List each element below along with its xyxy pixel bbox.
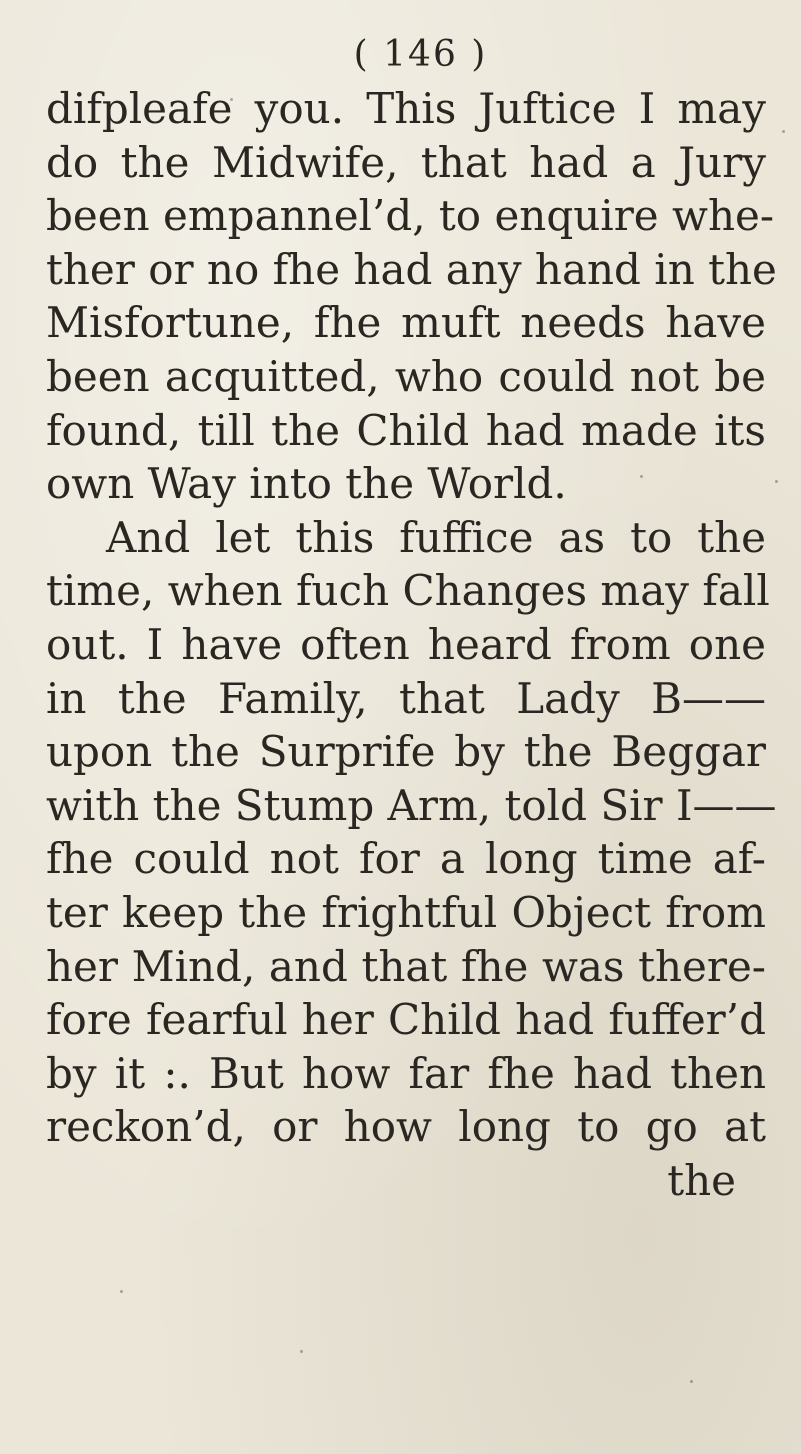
text-line-14: with the Stump Arm, told Sir I—— [46, 780, 777, 830]
text-line-10: time, when fuch Changes may fall [46, 566, 770, 616]
text-line-5: Misfortune, fhe muft needs have [46, 298, 766, 348]
page-number: ( 146 ) [353, 34, 488, 75]
text-line-6: been acquitted, who could not be [46, 351, 766, 401]
paper-speck [775, 480, 778, 483]
text-line-4: ther or no fhe had any hand in the [46, 244, 777, 294]
paper-speck [640, 475, 643, 478]
text-line-18: fore fearful her Child had fuffer’d [46, 995, 766, 1045]
paper-speck [300, 1350, 303, 1353]
paper-speck [690, 1380, 693, 1383]
paper-speck [782, 130, 785, 133]
text-line-12: in the Family, that Lady B—— [46, 673, 766, 723]
text-line-9: And let this fuffice as to the [106, 512, 766, 562]
paper-speck [120, 1290, 123, 1293]
text-line-3: been empannel’d, to enquire whe- [46, 191, 775, 241]
body-text [46, 82, 777, 1207]
text-line-8: own Way into the World. [46, 459, 567, 509]
text-line-20: reckon’d, or how long to go at [46, 1102, 766, 1152]
text-line-13: upon the Surprife by the Beggar [46, 727, 766, 777]
text-line-15: fhe could not for a long time af- [46, 834, 766, 884]
catchword: the [667, 1155, 736, 1205]
text-line-7: found, till the Child had made its [46, 405, 766, 455]
text-line-2: do the Midwife, that had a Jury [46, 137, 766, 187]
text-line-16: ter keep the frightful Object from [46, 887, 766, 937]
paper-speck [230, 98, 233, 101]
text-line-1: difpleafe you. This Juftice I may [46, 84, 766, 133]
text-line-11: out. I have often heard from one [46, 619, 766, 669]
text-line-19: by it :. But how far fhe had then [46, 1048, 766, 1098]
text-line-17: her Mind, and that fhe was there- [46, 941, 766, 991]
